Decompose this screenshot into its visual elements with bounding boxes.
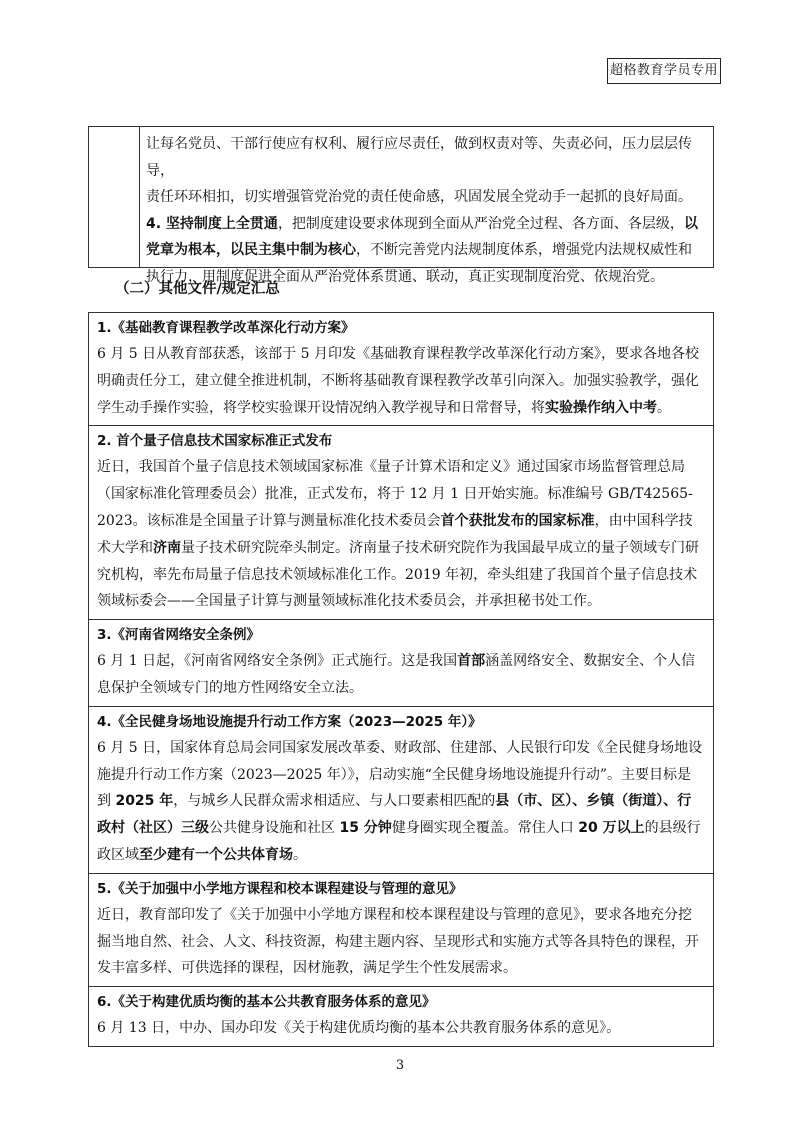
page-number: 3 (395, 1058, 405, 1073)
item-body: 近日，教育部印发了《关于加强中小学地方课程和校本课程建设与管理的意见》，要求各地充分挖掘当地自然、社会、人文、科技资源，构建主题内容、呈现形式和实施方式等各具特色的课程，开发丰富多样、可供选择的课程，因材施教，满足学生个性发展需求。 (97, 906, 699, 977)
item-body: 6 月 5 日，国家体育总局会同国家发展改革委、财政部、住建部、人民银行印发《全民健身场地设施提升行动工作方案（2023—2025 年）》，启动实施“全民健身场地设施提升行动”。主要目标是到 2025 年，与城乡人民群众需求相适应、与人口要素相匹配的县（市、区）、乡镇（街道）、行政村（社区）三级公共健身设施和社区 15 分钟健身圈实现全覆盖。常住人口 20 万以上的县级行政区域至少建有一个公共体育场。 (97, 739, 703, 863)
item-title: 2. 首个量子信息技术国家标准正式发布 (97, 433, 333, 450)
para-emphasis: 以党章为根本，以民主集中制为核心 (146, 215, 698, 258)
document-item (89, 874, 713, 987)
item-body: 6 月 5 日从教育部获悉，该部于 5 月印发《基础教育课程教学改革深化行动方案》，要求各地各校明确责任分工，建立健全推进机制，不断将基础教育课程教学改革引向深入。加强实验教学，强化学生动手操作实验，将学校实验课开设情况纳入教学视导和日常督导，将实验操作纳入中考。 (97, 346, 699, 416)
document-item (89, 707, 713, 874)
item-body: 6 月 13 日，中办、国办印发《关于构建优质均衡的基本公共教育服务体系的意见》。 (97, 1020, 621, 1037)
item-title: 6.《关于构建优质均衡的基本公共教育服务体系的意见》 (97, 994, 436, 1011)
document-item (89, 620, 713, 707)
item-title: 3.《河南省网络安全条例》 (97, 627, 261, 644)
item-body: 近日，我国首个量子信息技术领域国家标准《量子计算术语和定义》通过国家市场监督管理总局（国家标准化管理委员会）批准，正式发布，将于 12 月 1 日开始实施。标准编号 GB/T42565-2023。该标准是全国量子计算与测量标准化技术委员会首个获批发布的国家标准，由中国科学技术大学和济南量子技术研究院牵头制定。济南量子技术研究院作为我国最早成立的量子领域专门研究机构，率先布局量子信息技术领域标准化工作。2019 年初，牵头组建了我国首个量子信息技术领域标委会——全国量子计算与测量领域标准化技术委员会，并承担秘书处工作。 (97, 459, 699, 610)
continued-table (88, 126, 714, 285)
item-title: 1.《基础教育课程教学改革深化行动方案》 (97, 320, 355, 336)
document-item (89, 426, 713, 620)
table-line-2: 责任环环相扣，切实增强管党治党的责任使命感，巩固发展全党动手一起抓的良好局面。 (146, 189, 692, 205)
section-heading: （二）其他文件/规定汇总 (115, 281, 280, 297)
document-item (89, 313, 713, 426)
item-body: 6 月 1 日起，《河南省网络安全条例》正式施行。这是我国首部涵盖网络安全、数据安全、个人信息保护全领域专门的地方性网络安全立法。 (97, 653, 696, 696)
table-line-1: 让每名党员、干部行使应有权利、履行应尽责任，做到权责对等、失责必问，压力层层传导， (146, 136, 692, 179)
para-lead: 4. 坚持制度上全贯通 (146, 215, 278, 232)
table-paragraph-4: 4. 坚持制度上全贯通，把制度建设要求体现到全面从严治党全过程、各方面、各层级，以党章为根本，以民主集中制为核心，不断完善党内法规制度体系，增强党内法规权威性和执行力，用制度促进全面从严治党体系贯通、联动，真正实现制度治党、依规治党。 (146, 215, 698, 285)
item-title: 5.《关于加强中小学地方课程和校本课程建设与管理的意见》 (97, 880, 463, 897)
documents-table (88, 312, 714, 1047)
table-content (146, 131, 705, 290)
item-title: 4.《全民健身场地设施提升行动工作方案（2023—2025 年）》 (97, 713, 482, 730)
document-item (89, 987, 713, 1046)
usage-badge: 超格教育学员专用 (607, 58, 721, 84)
table-left-cell (89, 127, 140, 267)
